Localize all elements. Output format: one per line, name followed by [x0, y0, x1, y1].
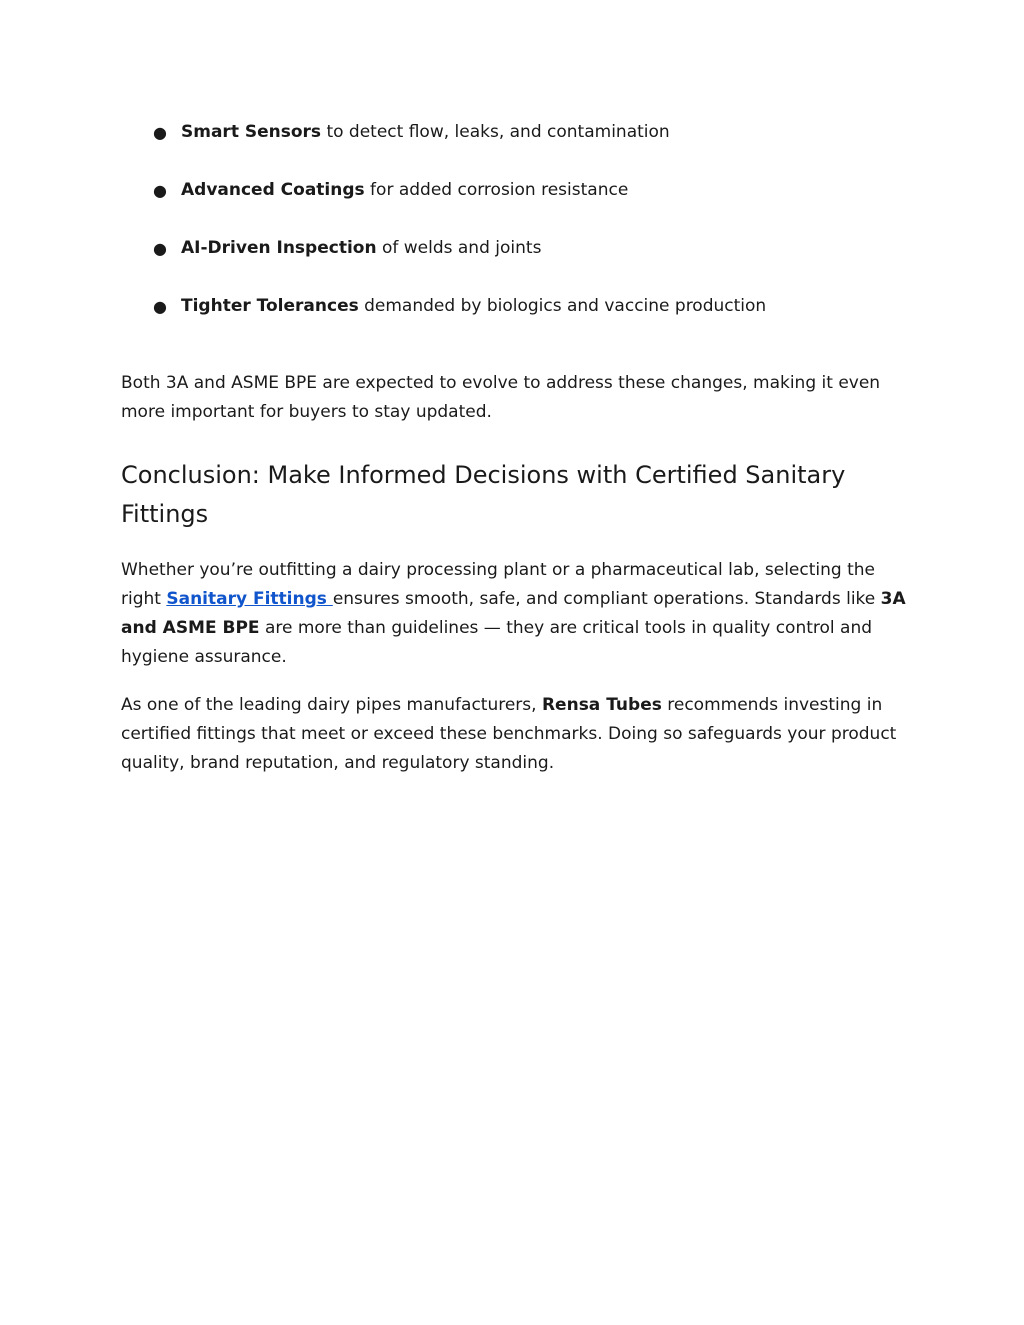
bullet-dot-icon: ●	[153, 181, 167, 200]
bullet-dot-icon: ●	[153, 239, 167, 258]
standards-bold-text: 3A and ASME BPE	[121, 589, 906, 638]
paragraph-text: recommends investing in certified fittings that meet or exceed these benchmarks. Doing so safeguards your product quality, brand reputation, and regulatory standing.	[121, 695, 897, 773]
conclusion-heading: Conclusion: Make Informed Decisions with Certified Sanitary Fittings	[121, 461, 846, 528]
paragraph-text: As one of the leading dairy pipes manufacturers,	[121, 695, 542, 715]
paragraph-text: are more than guidelines — they are critical tools in quality control and hygiene assurance.	[121, 618, 873, 667]
bullet-dot-icon: ●	[153, 123, 167, 142]
bullet-description: of welds and joints	[376, 238, 542, 258]
trends-bullet-list	[121, 118, 911, 350]
bullet-term: Advanced Coatings	[181, 180, 365, 200]
bullet-term: Tighter Tolerances	[181, 296, 359, 316]
bullet-description: demanded by biologics and vaccine production	[358, 296, 767, 316]
bullet-item-ai-inspection	[121, 234, 911, 292]
paragraph-text: Whether you’re outfitting a dairy processing plant or a pharmaceutical lab, selecting the right	[121, 560, 875, 609]
paragraph-text: ensures smooth, safe, and compliant operations. Standards like	[332, 589, 881, 609]
sanitary-fittings-link[interactable]: Sanitary Fittings	[166, 589, 333, 609]
company-name-bold: Rensa Tubes	[541, 695, 662, 715]
bullet-term: Smart Sensors	[181, 122, 322, 142]
bullet-item-tighter-tolerances	[121, 292, 911, 350]
evolve-paragraph: Both 3A and ASME BPE are expected to evolve to address these changes, making it even more important for buyers to stay updated.	[121, 373, 881, 422]
bullet-term: AI-Driven Inspection	[181, 238, 377, 258]
bullet-item-smart-sensors	[121, 118, 911, 176]
bullet-item-advanced-coatings	[121, 176, 911, 234]
conclusion-paragraph-2	[121, 691, 911, 778]
conclusion-paragraph-1	[121, 556, 911, 672]
bullet-dot-icon: ●	[153, 297, 167, 316]
bullet-description: for added corrosion resistance	[364, 180, 629, 200]
bullet-description: to detect flow, leaks, and contamination	[321, 122, 670, 142]
